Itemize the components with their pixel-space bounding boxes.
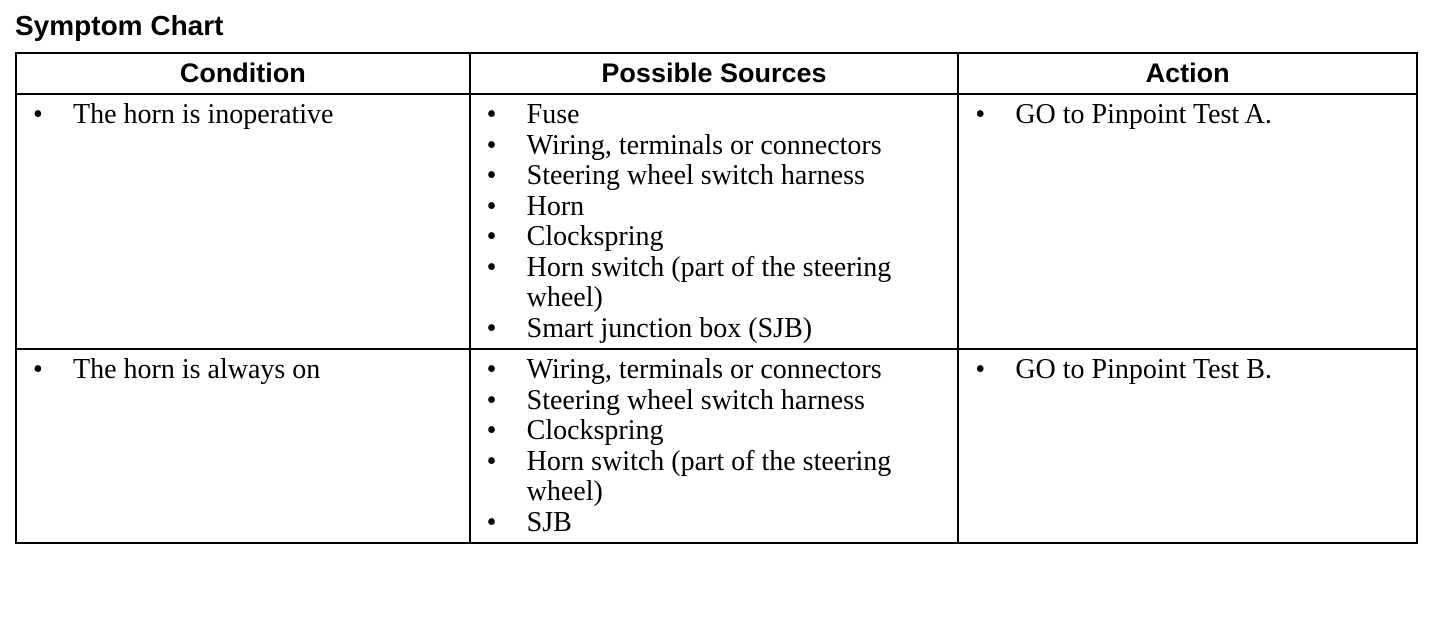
bullet-icon: • <box>486 354 497 385</box>
symptom-table <box>15 52 1418 544</box>
list-item <box>471 508 958 539</box>
list-item <box>471 161 958 192</box>
list-item <box>471 416 958 447</box>
header-possible-sources: Possible Sources <box>470 53 959 94</box>
page-title: Symptom Chart <box>15 10 224 41</box>
action-text: GO to Pinpoint Test A. <box>1015 99 1272 130</box>
source-text: Horn <box>526 190 585 222</box>
list-item <box>471 192 958 223</box>
source-text: Steering wheel switch harness <box>526 384 865 416</box>
action-text: GO to Pinpoint Test B. <box>1015 354 1272 385</box>
source-text: Clockspring <box>526 415 664 446</box>
action-cell <box>958 94 1417 349</box>
bullet-icon: • <box>486 415 497 446</box>
list-item <box>959 100 1416 131</box>
list-item <box>471 386 958 417</box>
possible-sources-cell <box>470 94 959 349</box>
action-cell <box>958 349 1417 543</box>
list-item <box>17 355 469 386</box>
condition-cell <box>16 349 470 543</box>
bullet-icon: • <box>486 129 497 161</box>
bullet-icon: • <box>486 160 497 191</box>
list-item <box>471 131 958 162</box>
list-item <box>471 100 958 131</box>
list-item <box>471 253 958 314</box>
source-text: Horn switch (part of the steering wheel) <box>526 445 892 507</box>
bullet-icon: • <box>486 506 497 538</box>
header-action: Action <box>958 53 1417 94</box>
bullet-icon: • <box>486 384 497 416</box>
source-text: Steering wheel switch harness <box>526 160 865 191</box>
condition-text: The horn is always on <box>73 354 321 385</box>
bullet-icon: • <box>975 99 986 130</box>
table-row <box>16 349 1417 543</box>
bullet-icon: • <box>33 99 43 130</box>
list-item <box>959 355 1416 386</box>
list-item <box>471 447 958 508</box>
bullet-icon: • <box>486 251 497 283</box>
header-condition: Condition <box>16 53 470 94</box>
bullet-icon: • <box>486 221 497 252</box>
list-item <box>471 314 958 345</box>
source-text: Smart junction box (SJB) <box>526 312 813 344</box>
source-text: Fuse <box>526 99 580 130</box>
condition-text: The horn is inoperative <box>73 99 334 130</box>
bullet-icon: • <box>486 312 497 344</box>
bullet-icon: • <box>486 190 497 222</box>
bullet-icon: • <box>486 99 497 130</box>
list-item <box>17 100 469 131</box>
bullet-icon: • <box>33 354 43 385</box>
source-text: Wiring, terminals or connectors <box>526 354 882 385</box>
list-item <box>471 222 958 253</box>
table-row <box>16 94 1417 349</box>
header-row <box>16 53 1417 94</box>
source-text: Horn switch (part of the steering wheel) <box>526 251 892 313</box>
condition-cell <box>16 94 470 349</box>
source-text: SJB <box>526 506 572 538</box>
list-item <box>471 355 958 386</box>
source-text: Wiring, terminals or connectors <box>526 129 882 161</box>
bullet-icon: • <box>486 445 497 477</box>
possible-sources-cell <box>470 349 959 543</box>
source-text: Clockspring <box>526 221 664 252</box>
bullet-icon: • <box>975 354 986 385</box>
